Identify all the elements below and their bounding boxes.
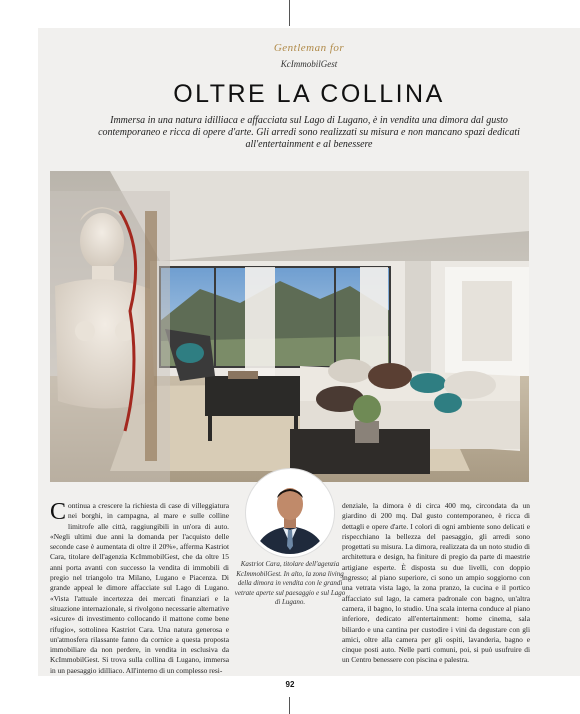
article-text-right: denziale, la dimora è di circa 400 mq, circondata da un giardino di 200 mq. Dal gusto contemporaneo, è ricca di dettagli e opere d'arte. I colori di ogni ambiente sono delicati e rispecchiano la bellezza del paesaggio, gli arredi sono progettati su misura. La dimora, realizzata da un noto studio di architettura e design, ha finiture di pregio da parte di maestrie artigiane esperte. È disposta su due livelli, con doppio ingresso; al piano superiore, ci sono un ampio soggiorno con una vetrata vista lago, la zona pranzo, la cucina e il portico affacciato sul lago, la camera padronale con bagno, un'altra camera, il bagno, lo studio. Una scala interna conduce al piano inferiore, dedicato all'entertainment: home cinema, sala biliardo e una cantina per custodire i vini da degustare con gli amici, oltre alla camera per gli ospiti, lavanderia, bagno e cinque posti auto. Nelle parti comuni, poi, si può usufruire di un Centro benessere con piscina e palestra. [342, 501, 530, 665]
page-gutter-top [289, 0, 290, 26]
section-kicker: Gentleman for [273, 42, 345, 54]
portrait-caption: Kastriot Cara, titolare dell'agenzia KcImmobilGest. In alto, la zona living della dimora in vendita con le grandi vetrate aperte sul paesaggio e sul Lago di Lugano. [234, 560, 346, 606]
drop-cap: C [50, 499, 67, 525]
living-room-photo [50, 171, 529, 482]
brand-name: KcImmobilGest [280, 59, 338, 69]
article-title: OLTRE LA COLLINA [173, 80, 445, 108]
magazine-page [38, 28, 580, 676]
page-number: 92 [285, 680, 295, 689]
page-gutter-bottom [289, 697, 290, 714]
agent-portrait [246, 469, 334, 557]
article-lead: Immersa in una natura idilliaca e affacciata sul Lago di Lugano, è in vendita una dimora dal gusto contemporaneo e ricca di opere d'arte. Gli arredi sono realizzati su misura e non mancano spazi dedicati all'entertainment e al benessere [98, 115, 520, 150]
living-room-illustration [50, 171, 529, 482]
article-column-right [342, 501, 530, 666]
person-portrait-icon [249, 472, 331, 554]
article-column-left [50, 501, 229, 676]
article-text-left: ontinua a crescere la richiesta di case di villeggiatura nei borghi, in campagna, al mare e sulle colline limitrofe alle città, raggiungibili in un'ora di auto. «Negli ultimi due anni la domanda per l'acquisto delle seconde case è aumentata di oltre il 20%», afferma Kastriot Cara, titolare dell'agenzia KcImmobilGest, che da oltre 15 anni porta avanti con successo la vendita di immobili di pregio nel triangolo tra Milano, Lugano e Piacenza. Di grande appeal le dimore affacciate sul Lago di Lugano. «Vista l'attuale incertezza dei mercati finanziari e la situazione internazionale, si rivolgono necessarie alternative «sicure» di investimento collocando il mattone come bene rifugio», sottolinea Kastriot Cara. Una natura generosa e un'atmosfera rilassante fanno da cornice a questa proposta immobiliare da non perdere, in vendita in esclusiva da KcImmobilGest. Si trova sulla collina di Lugano, immersa in un paesaggio idilliaco. All'interno di un complesso resi- [50, 501, 229, 675]
